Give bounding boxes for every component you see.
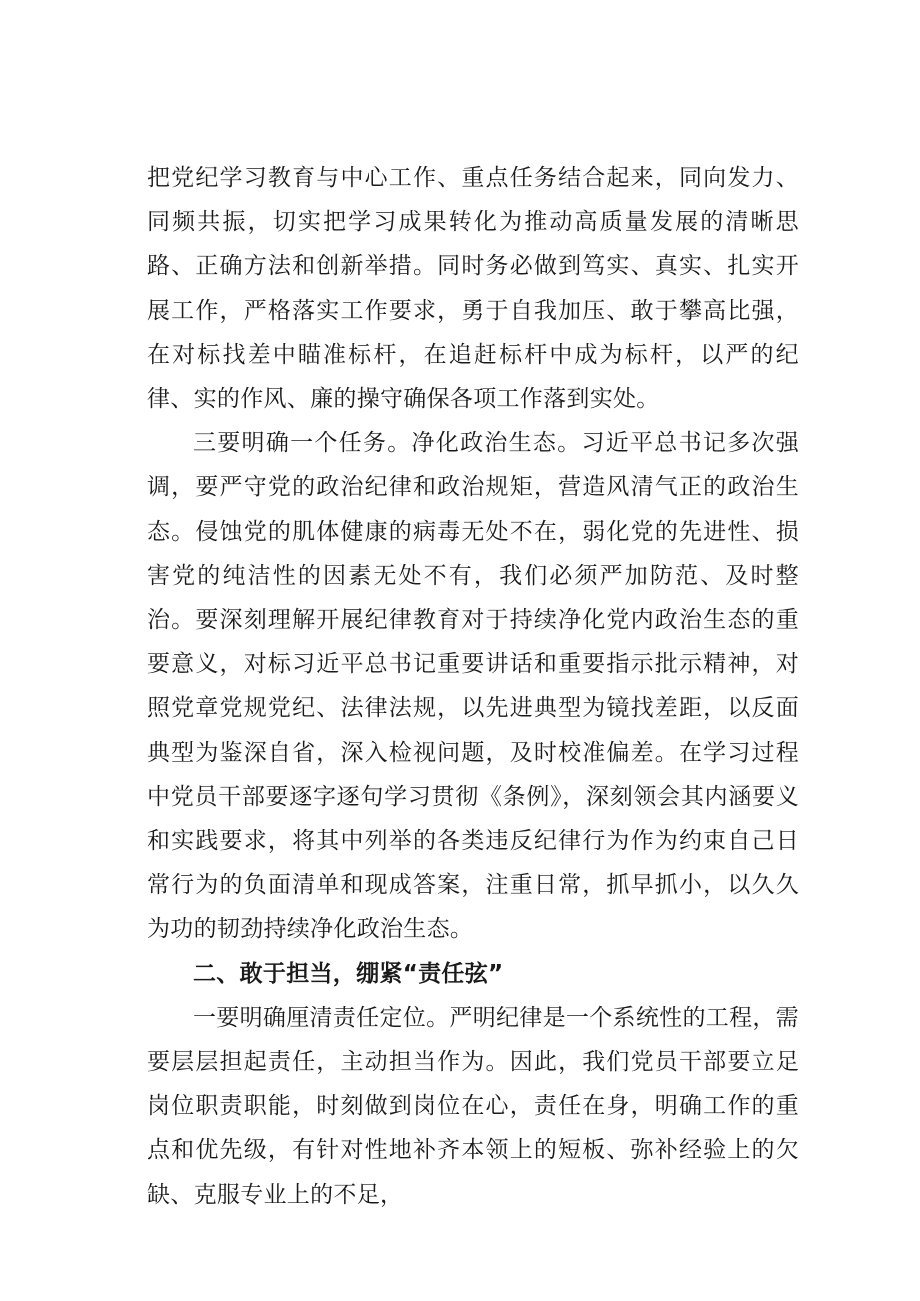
paragraph-continuation: 把党纪学习教育与中心工作、重点任务结合起来，同向发力、同频共振，切实把学习成果转化为推动高质量发展的清晰思路、正确方法和创新举措。同时务必做到笃实、真实、扎实开展工作，严格落实工作要求，勇于自我加压、敢于攀高比强，在对标找差中瞄准标杆，在追赶标杆中成为标杆，以严的纪律、实的作风、廉的操守确保各项工作落到实处。: [147, 165, 799, 413]
section-heading: 二、敢于担当，绷紧“责任弦”: [193, 960, 504, 987]
document-body: [147, 156, 799, 1217]
paragraph-responsibility: 一要明确厘清责任定位。严明纪律是一个系统性的工程，需要层层担起责任，主动担当作为。因此，我们党员干部要立足岗位职责职能，时刻做到岗位在心，责任在身，明确工作的重点和优先级，有针对性地补齐本领上的短板、弥补经验上的欠缺、克服专业上的不足，: [147, 1004, 799, 1208]
paragraph-third-task: 三要明确一个任务。净化政治生态。习近平总书记多次强调，要严守党的政治纪律和政治规矩，营造风清气正的政治生态。侵蚀党的肌体健康的病毒无处不在，弱化党的先进性、损害党的纯洁性的因素无处不有，我们必须严加防范、及时整治。要深刻理解开展纪律教育对于持续净化党内政治生态的重要意义，对标习近平总书记重要讲话和重要指示批示精神，对照党章党规党纪、法律法规，以先进典型为镜找差距，以反面典型为鉴深自省，深入检视问题，及时校准偏差。在学习过程中党员干部要逐字逐句学习贯彻《条例》，深刻领会其内涵要义和实践要求，将其中列举的各类违反纪律行为作为约束自己日常行为的负面清单和现成答案，注重日常，抓早抓小，以久久为功的韧劲持续净化政治生态。: [147, 430, 799, 943]
